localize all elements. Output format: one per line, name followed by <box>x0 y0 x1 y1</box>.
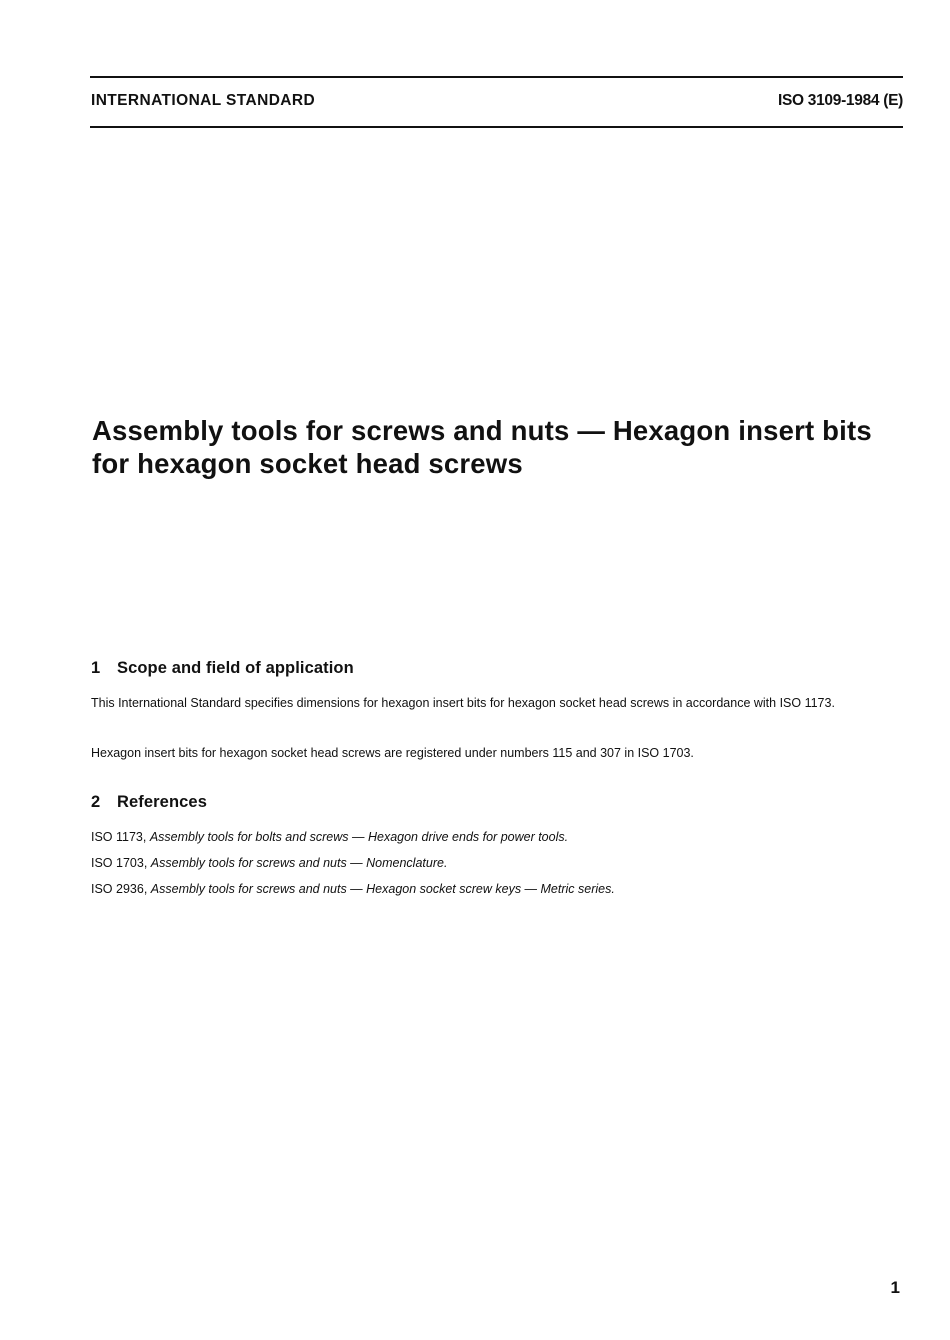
reference-code: ISO 2936, <box>91 882 148 896</box>
section-2-title: References <box>117 793 207 811</box>
reference-item <box>91 830 568 845</box>
header-bottom-rule <box>90 126 903 128</box>
reference-title: Assembly tools for bolts and screws — Hexagon drive ends for power tools. <box>149 830 569 844</box>
reference-item <box>91 856 447 871</box>
scope-paragraph: This International Standard specifies dimensions for hexagon insert bits for hexagon socket head screws in accordance with ISO 1173. <box>91 696 835 710</box>
reference-code: ISO 1703, <box>91 856 148 870</box>
standard-number: ISO 3109-1984 (E) <box>777 92 903 109</box>
section-2-heading <box>91 793 207 812</box>
section-2-number: 2 <box>91 793 101 811</box>
document-title: Assembly tools for screws and nuts — Hexagon insert bits for hexagon socket head screws <box>92 415 872 479</box>
section-1-heading <box>91 659 354 678</box>
page-number: 1 <box>890 1278 900 1297</box>
reference-title: Assembly tools for screws and nuts — Nomenclature. <box>150 856 448 870</box>
section-1-number: 1 <box>91 659 101 677</box>
reference-title: Assembly tools for screws and nuts — Hexagon socket screw keys — Metric series. <box>150 882 615 896</box>
reference-item <box>91 882 615 897</box>
document-type-label: INTERNATIONAL STANDARD <box>91 92 316 109</box>
registration-paragraph: Hexagon insert bits for hexagon socket head screws are registered under numbers 115 and 307 in ISO 1703. <box>91 746 694 760</box>
reference-code: ISO 1173, <box>91 830 147 844</box>
header-top-rule <box>90 76 903 78</box>
section-1-title: Scope and field of application <box>117 659 354 677</box>
